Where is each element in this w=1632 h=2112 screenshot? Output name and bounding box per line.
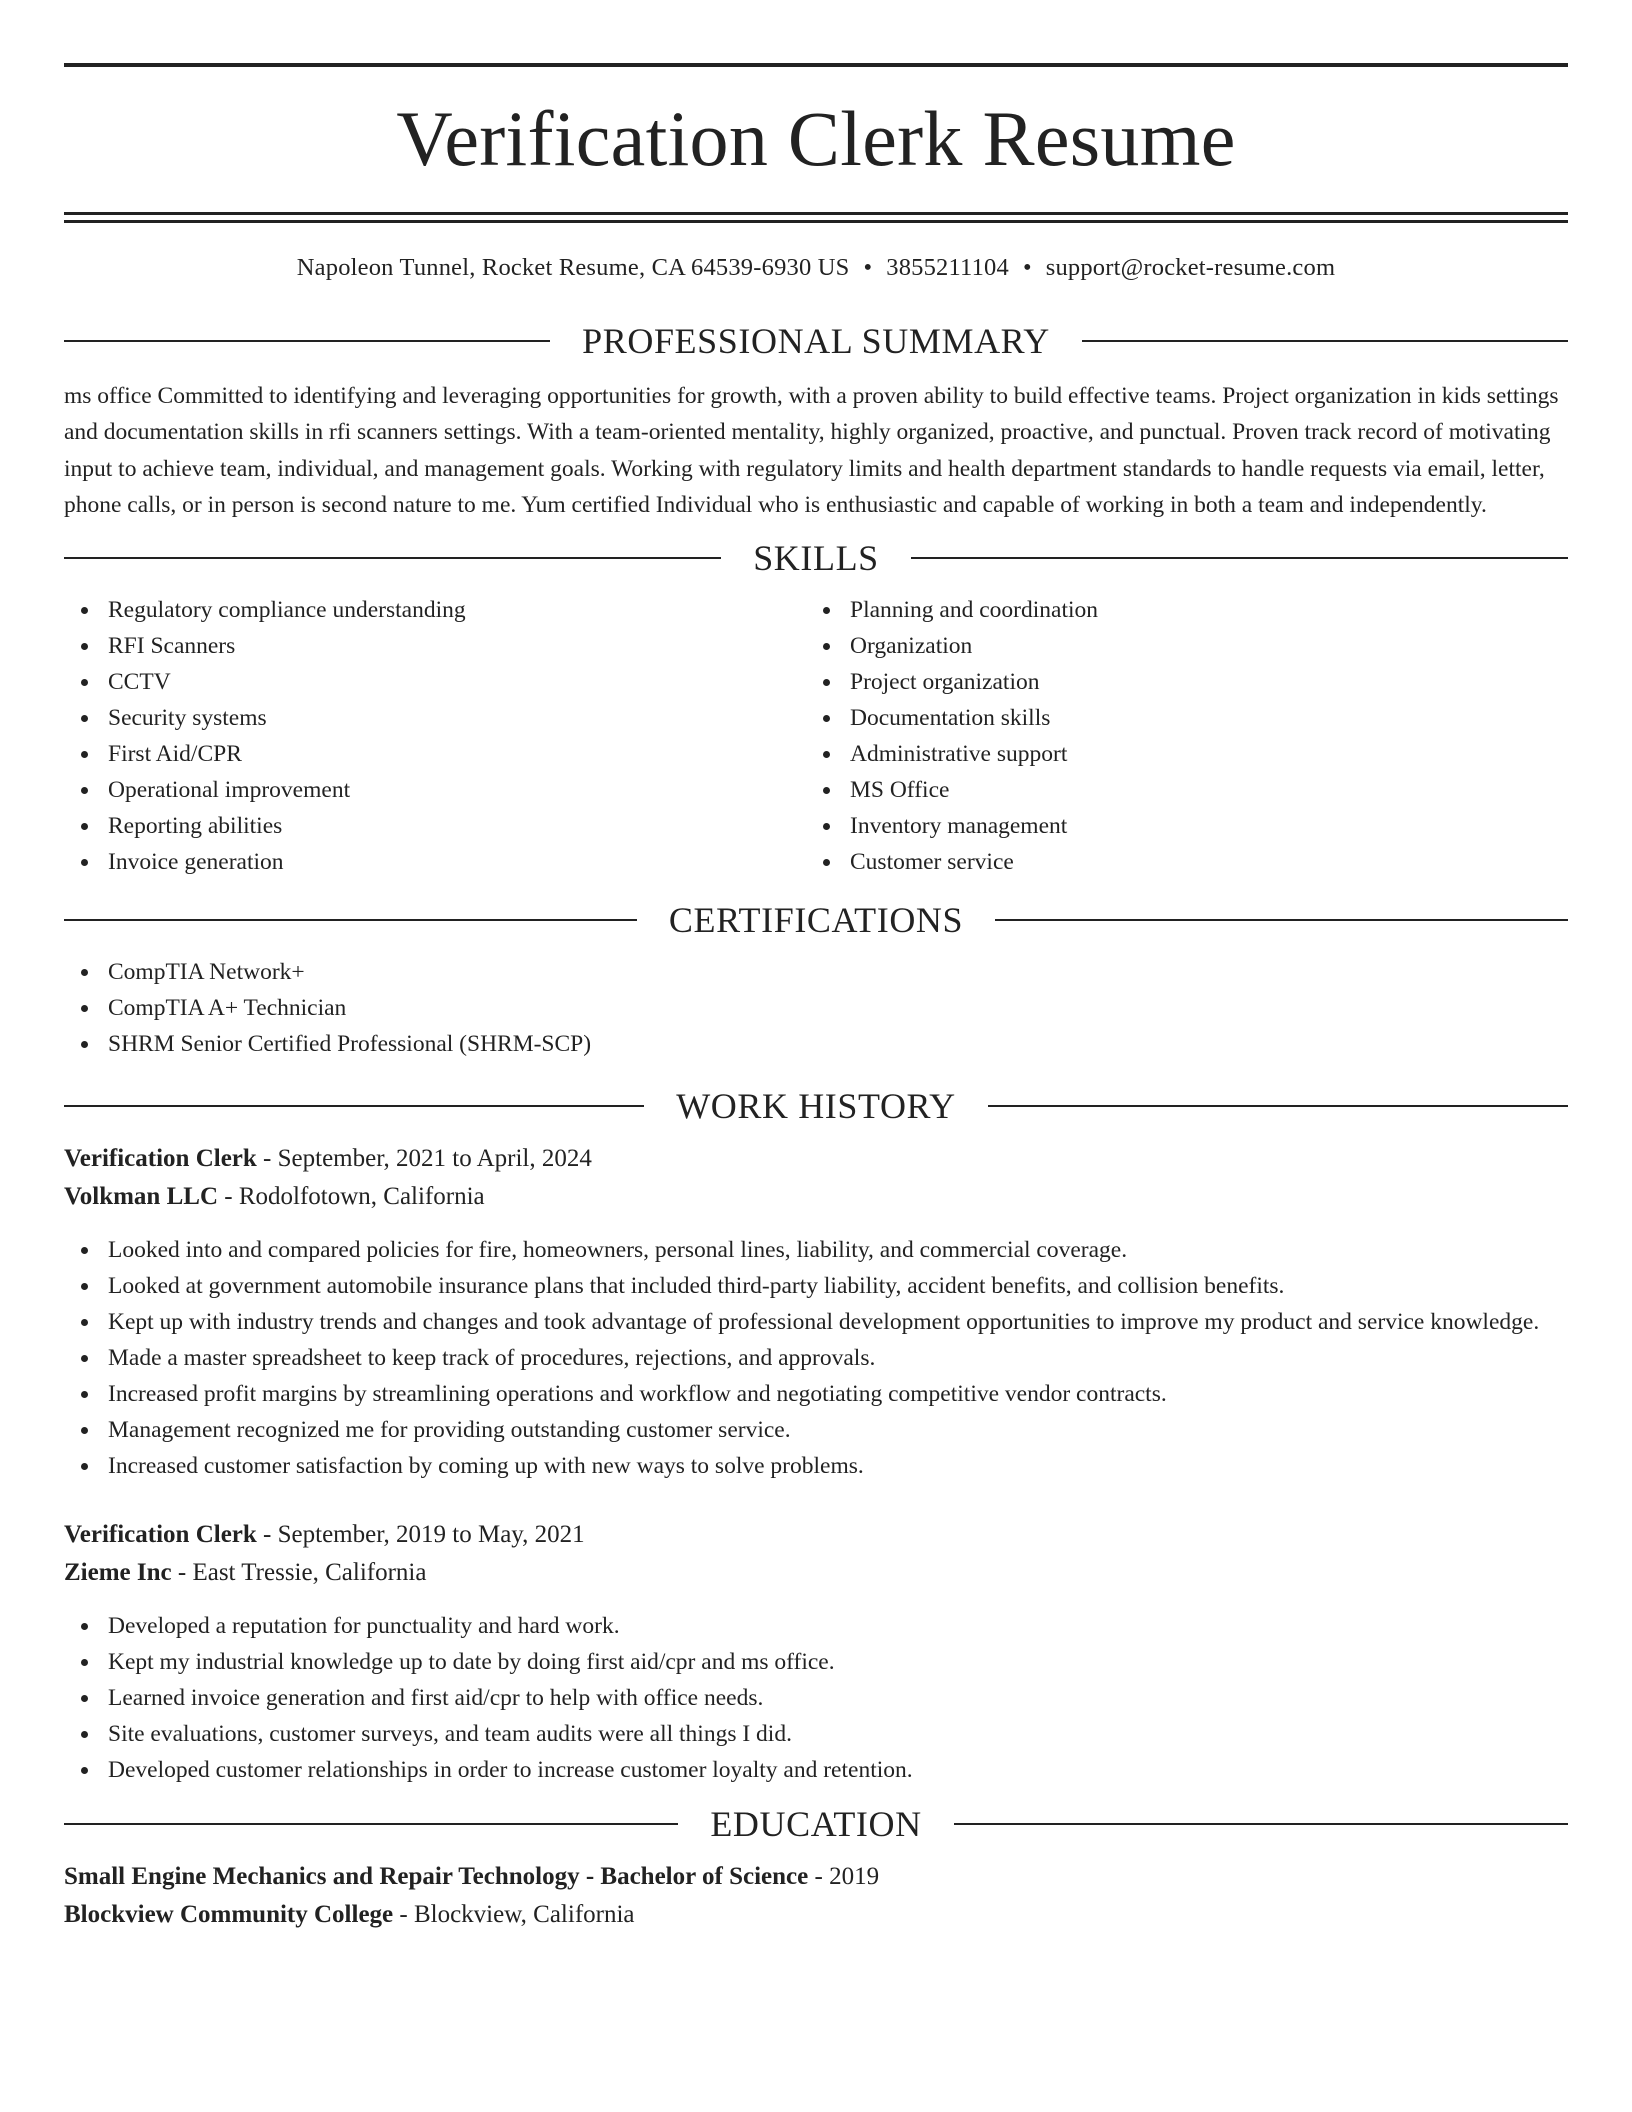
section-heading-work-history: [64, 1084, 1568, 1128]
job-location: - East Tressie, California: [171, 1559, 427, 1587]
heading-rule: [995, 919, 1568, 921]
list-item: Increased customer satisfaction by coming up with new ways to solve problems.: [108, 1448, 1568, 1484]
job-entry: [64, 1516, 1568, 1788]
skills-column-right: [806, 592, 1548, 880]
section-heading-skills: [64, 536, 1568, 580]
heading-rule: [954, 1823, 1568, 1825]
school-line: [64, 1896, 1568, 1934]
list-item: Kept my industrial knowledge up to date by doing first aid/cpr and ms office.: [108, 1644, 1568, 1680]
heading-rule: [64, 1105, 644, 1107]
list-item: CompTIA Network+: [108, 954, 1568, 990]
list-item: Organization: [850, 628, 1548, 664]
list-item: Site evaluations, customer surveys, and team audits were all things I did.: [108, 1716, 1568, 1752]
job-title: Verification Clerk: [64, 1521, 257, 1549]
list-item: Operational improvement: [108, 772, 806, 808]
section-heading-summary: [64, 319, 1568, 363]
heading-rule: [64, 340, 550, 342]
list-item: Learned invoice generation and first aid/cpr to help with office needs.: [108, 1680, 1568, 1716]
school-name: Blockview Community College: [64, 1901, 394, 1929]
heading-rule: [988, 1105, 1568, 1107]
job-company: Volkman LLC: [64, 1183, 218, 1211]
job-dates: - September, 2019 to May, 2021: [256, 1521, 585, 1549]
graduation-year: - 2019: [808, 1863, 880, 1891]
top-rule: [64, 63, 1568, 67]
title-double-rule: [64, 212, 1568, 223]
skills-columns: [64, 592, 1568, 880]
certifications-list: [64, 954, 1568, 1062]
list-item: Project organization: [850, 664, 1548, 700]
list-item: Planning and coordination: [850, 592, 1548, 628]
section-title: EDUCATION: [710, 1804, 922, 1845]
skills-list-left: [64, 592, 806, 880]
section-title: CERTIFICATIONS: [668, 900, 964, 941]
section-title: WORK HISTORY: [676, 1086, 956, 1127]
job-company-line: [64, 1554, 1568, 1592]
list-item: First Aid/CPR: [108, 736, 806, 772]
job-bullets: [64, 1608, 1568, 1788]
list-item: Developed customer relationships in order to increase customer loyalty and retention.: [108, 1752, 1568, 1788]
job-entry: [64, 1140, 1568, 1484]
job-title: Verification Clerk: [64, 1145, 257, 1173]
resume-page: [64, 0, 1568, 1934]
list-item: Inventory management: [850, 808, 1548, 844]
list-item: Looked at government automobile insurance plans that included third-party liability, accident benefits, and collision benefits.: [108, 1268, 1568, 1304]
list-item: Security systems: [108, 700, 806, 736]
list-item: Developed a reputation for punctuality and hard work.: [108, 1608, 1568, 1644]
school-location: - Blockview, California: [393, 1901, 635, 1929]
job-title-line: [64, 1140, 1568, 1178]
list-item: Made a master spreadsheet to keep track of procedures, rejections, and approvals.: [108, 1340, 1568, 1376]
skills-list-right: [806, 592, 1548, 880]
list-item: CCTV: [108, 664, 806, 700]
list-item: Customer service: [850, 844, 1548, 880]
job-title-line: [64, 1516, 1568, 1554]
heading-rule: [64, 1823, 678, 1825]
contact-separator: •: [863, 254, 873, 281]
section-title: SKILLS: [753, 538, 879, 579]
section-heading-education: [64, 1802, 1568, 1846]
summary-text: ms office Committed to identifying and leveraging opportunities for growth, with a proven ability to build effective teams. Project organization in kids settings and documentation skills in rfi scanners settings. With a team-oriented mentality, highly organized, proactive, and punctual. Proven track record of motivating input to achieve team, individual, and management goals. Working with regulatory limits and health department standards to handle requests via email, letter, phone calls, or in person is second nature to me. Yum certified Individual who is enthusiastic and capable of working in both a team and independently.: [64, 383, 1559, 518]
list-item: Increased profit margins by streamlining operations and workflow and negotiating competitive vendor contracts.: [108, 1376, 1568, 1412]
list-item: Documentation skills: [850, 700, 1548, 736]
heading-rule: [1082, 340, 1568, 342]
section-heading-certifications: [64, 898, 1568, 942]
list-item: Administrative support: [850, 736, 1548, 772]
contact-email: support@rocket-resume.com: [1045, 254, 1336, 281]
contact-line: [64, 252, 1568, 284]
list-item: SHRM Senior Certified Professional (SHRM-SCP): [108, 1026, 1568, 1062]
list-item: Looked into and compared policies for fire, homeowners, personal lines, liability, and commercial coverage.: [108, 1232, 1568, 1268]
list-item: Regulatory compliance understanding: [108, 592, 806, 628]
job-dates: - September, 2021 to April, 2024: [256, 1145, 592, 1173]
list-item: Kept up with industry trends and changes and took advantage of professional development opportunities to improve my product and service knowledge.: [108, 1304, 1568, 1340]
skills-column-left: [64, 592, 806, 880]
list-item: RFI Scanners: [108, 628, 806, 664]
contact-separator: •: [1022, 254, 1032, 281]
education-entry: [64, 1858, 1568, 1934]
list-item: MS Office: [850, 772, 1548, 808]
heading-rule: [911, 557, 1568, 559]
job-company: Zieme Inc: [64, 1559, 172, 1587]
list-item: Reporting abilities: [108, 808, 806, 844]
contact-phone: 3855211104: [886, 254, 1009, 281]
list-item: CompTIA A+ Technician: [108, 990, 1568, 1026]
contact-address: Napoleon Tunnel, Rocket Resume, CA 64539-6930 US: [296, 254, 850, 281]
section-title: PROFESSIONAL SUMMARY: [582, 321, 1050, 361]
list-item: Management recognized me for providing outstanding customer service.: [108, 1412, 1568, 1448]
heading-rule: [64, 919, 637, 921]
heading-rule: [64, 557, 721, 559]
degree-line: [64, 1858, 1568, 1896]
job-location: - Rodolfotown, California: [218, 1183, 485, 1211]
list-item: Invoice generation: [108, 844, 806, 880]
job-bullets: [64, 1232, 1568, 1484]
job-company-line: [64, 1178, 1568, 1216]
resume-title: Verification Clerk Resume: [396, 95, 1236, 182]
degree: Small Engine Mechanics and Repair Technology - Bachelor of Science: [64, 1863, 809, 1891]
